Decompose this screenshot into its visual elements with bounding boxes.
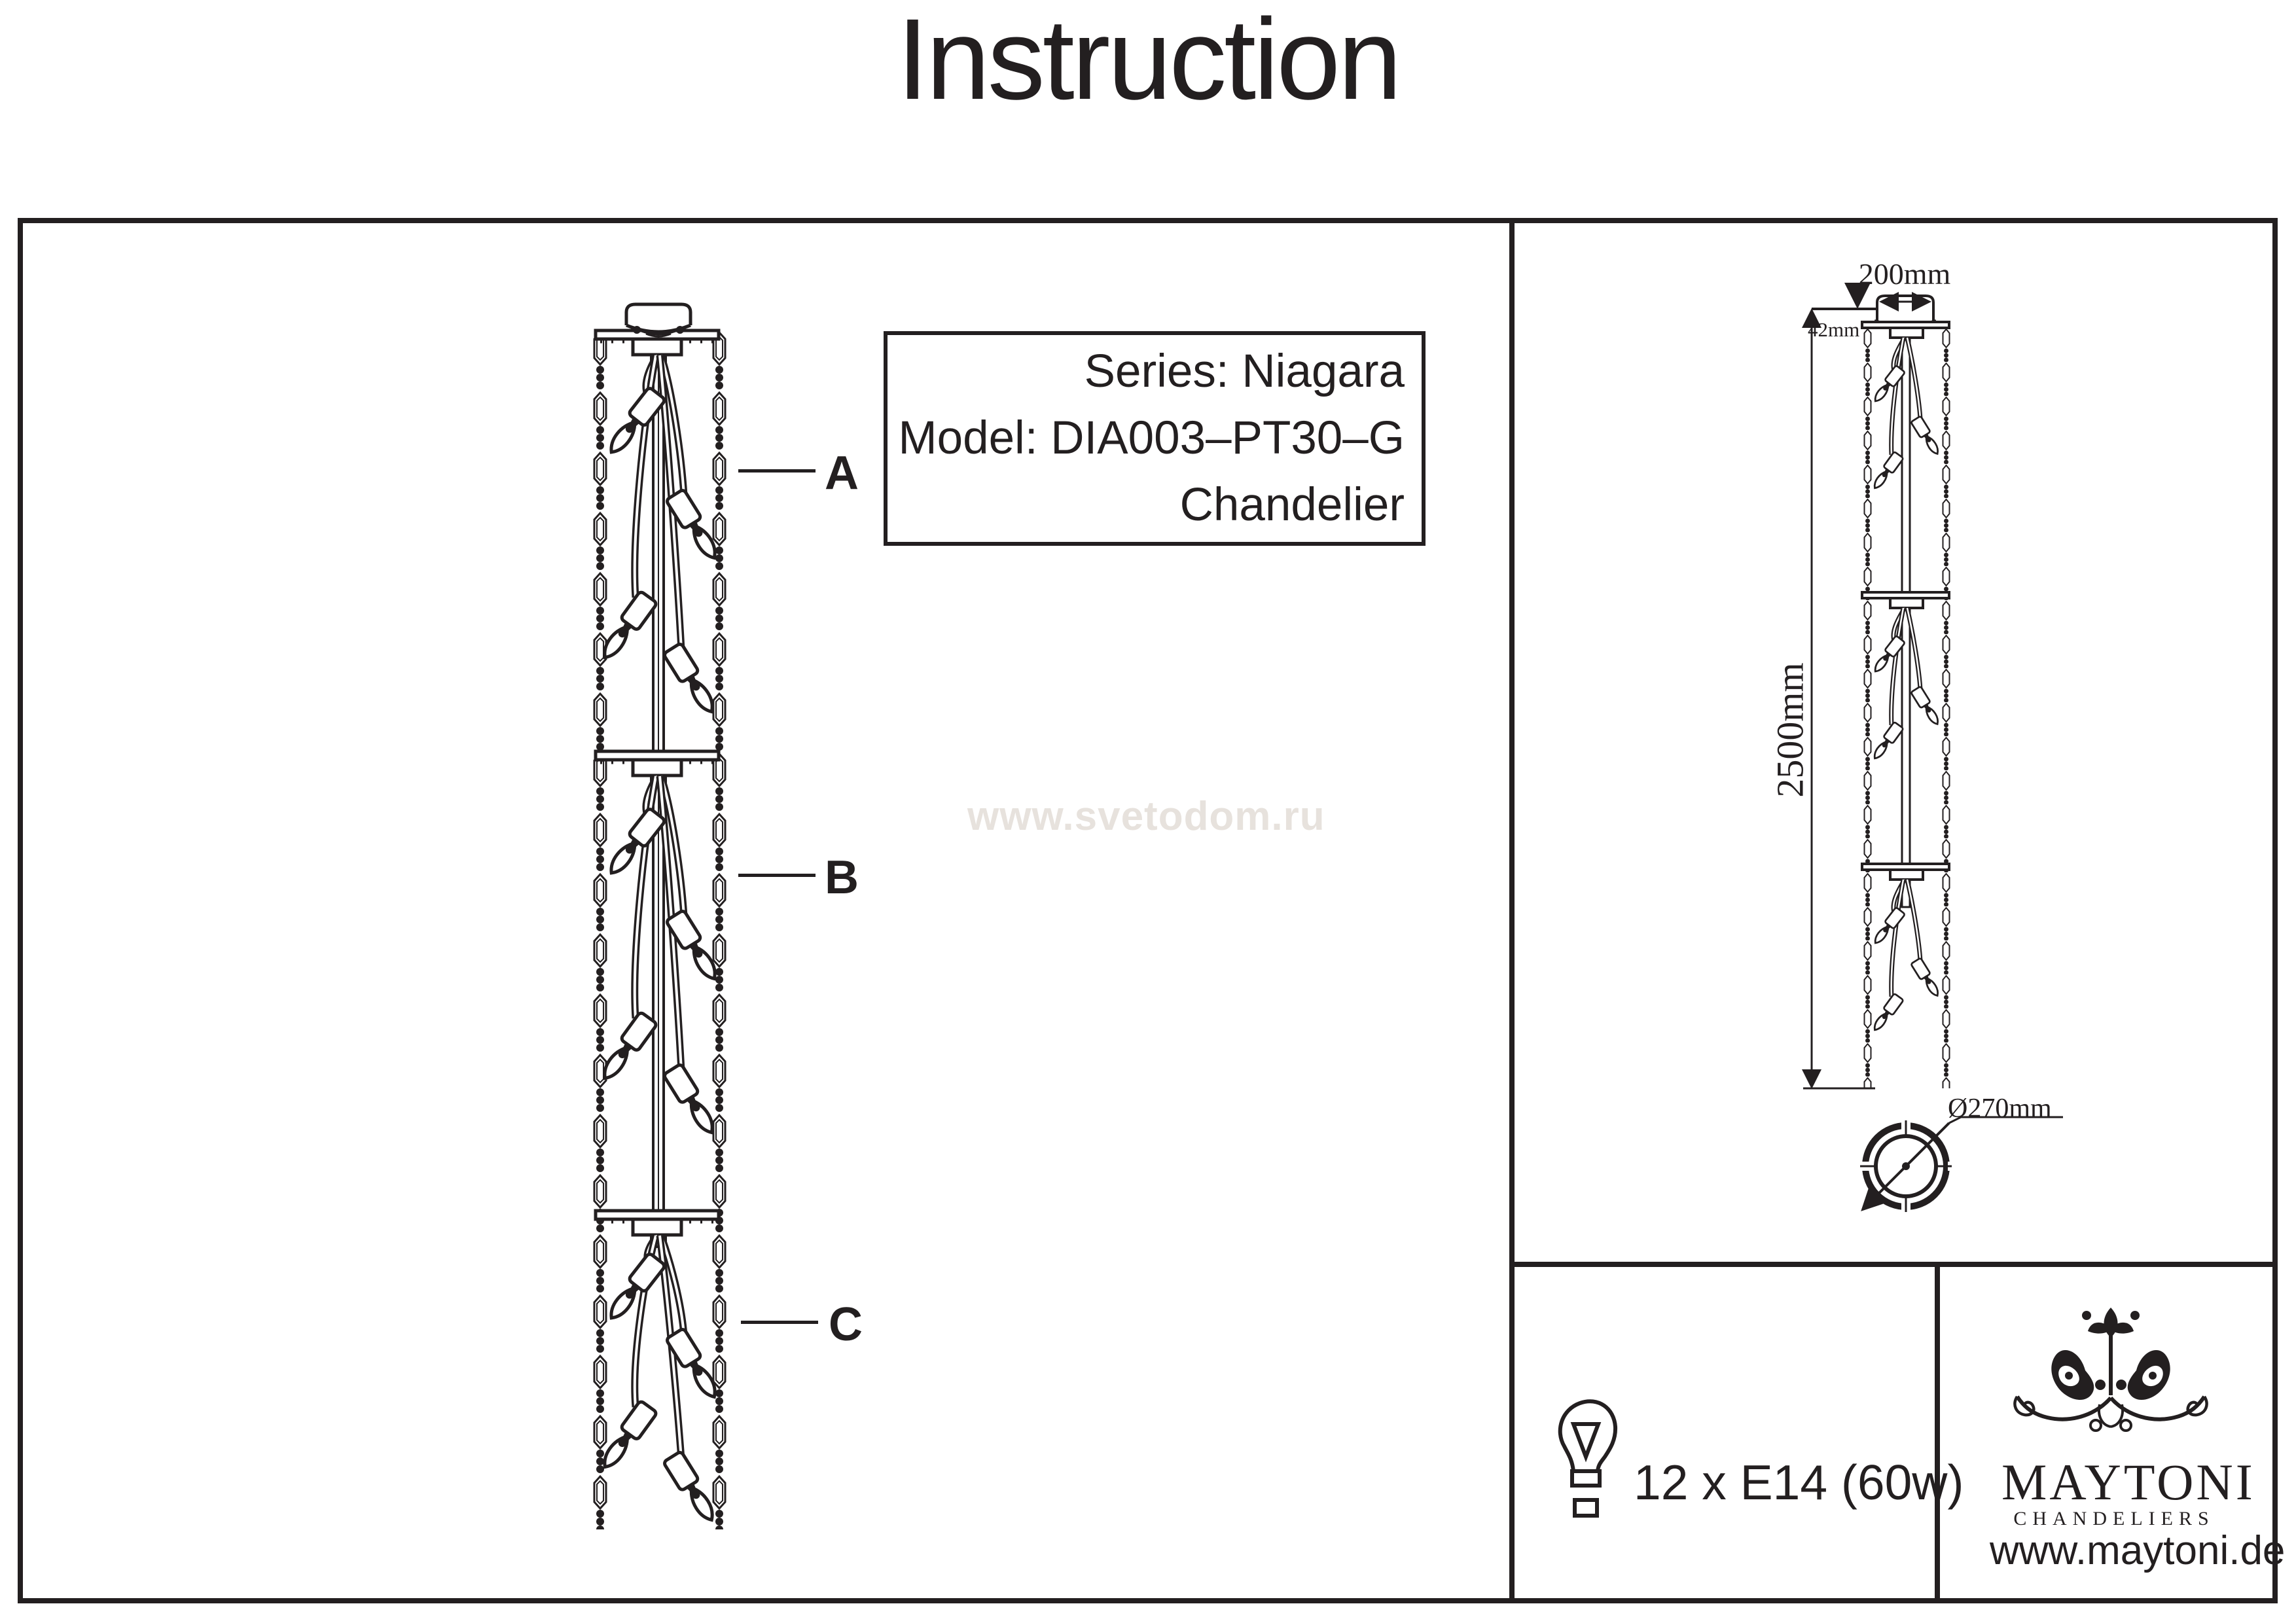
dimension-diameter: Ø270mm <box>1948 1094 2052 1124</box>
product-type-text: Chandelier <box>1179 479 1405 531</box>
top-view-circle <box>1860 1117 2063 1212</box>
dimension-canopy-height: 42mm <box>1808 318 1860 341</box>
watermark-text: www.svetodom.ru <box>967 794 1325 839</box>
brand-name: MAYTONI <box>2001 1454 2255 1510</box>
leader-line-a <box>738 469 816 473</box>
page-title: Instruction <box>897 0 1399 124</box>
section-label-b: B <box>825 851 859 904</box>
ceiling-canopy <box>626 304 691 336</box>
section-label-a: A <box>825 447 859 499</box>
chain-left-small <box>1863 328 1873 1088</box>
brand-division: CHANDELIERS <box>2013 1508 2215 1529</box>
footer-divider-horizontal <box>1509 1262 2278 1267</box>
bulb-spec-text: 12 x E14 (60w) <box>1634 1455 1964 1510</box>
footer-divider-vertical <box>1935 1262 1940 1603</box>
chain-right-small <box>1941 328 1951 1088</box>
leader-line-c <box>741 1321 818 1324</box>
product-info-box <box>884 331 1426 546</box>
panel-divider-vertical <box>1509 218 1515 1603</box>
series-text: Series: Niagara <box>1084 346 1405 397</box>
bead-chain-right <box>711 330 728 1529</box>
dimension-total-height: 2500mm <box>1768 662 1812 798</box>
tier-c <box>596 1211 723 1525</box>
maytoni-ornament-icon <box>2007 1305 2215 1445</box>
model-text: Model: DIA003–PT30–G <box>898 412 1405 464</box>
chandelier-exploded-drawing <box>586 298 736 1538</box>
leader-line-b <box>738 874 816 877</box>
dimension-drawing <box>1767 288 2068 1230</box>
dimension-canopy-width: 200mm <box>1858 257 1951 291</box>
section-label-c: C <box>829 1298 863 1351</box>
bead-chain-left <box>592 330 609 1529</box>
light-bulb-icon <box>1549 1394 1622 1555</box>
brand-website: www.maytoni.de <box>1990 1528 2286 1573</box>
